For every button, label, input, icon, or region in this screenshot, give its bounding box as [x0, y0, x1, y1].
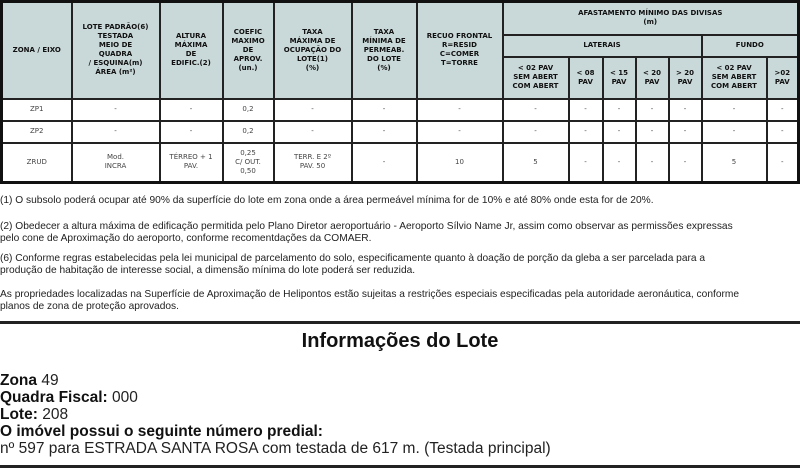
cell-lat-gt20: - [669, 121, 702, 143]
text-line: < 08 [576, 68, 595, 77]
cell-taxa-ocupacao [274, 121, 352, 143]
info-predial-label [0, 423, 323, 440]
text-line: MÁXIMA [174, 41, 208, 50]
header-lat-02 [503, 57, 569, 99]
footnote-helipontos [0, 289, 798, 313]
cell-lat-20: - [636, 121, 669, 143]
text-line: RECUO FRONTAL [426, 32, 493, 41]
header-taxa-ocupacao [274, 2, 352, 99]
cell-coefic [223, 121, 274, 143]
text-line: (2) Obedecer a altura máxima de edificação permitida pelo Plano Diretor aeroportuário - Aeroporto Sílvio Name Jr, assim como observar as permissões expressas [0, 221, 733, 232]
predial-value: nº 597 para ESTRADA SANTA ROSA com testada de 617 m. (Testada principal) [0, 440, 551, 457]
footnote-1 [0, 195, 798, 207]
text-line: Mod. [107, 153, 124, 162]
header-lat-15 [603, 57, 636, 99]
predial-label: O imóvel possui o seguinte número predial: [0, 423, 323, 440]
divider-top [0, 321, 800, 324]
cell-zona: ZP1 [2, 99, 72, 121]
header-fundo-02 [702, 57, 767, 99]
quadra-label: Quadra Fiscal: [0, 389, 108, 406]
text-line: SEM ABERT [711, 73, 757, 81]
cell-altura [160, 121, 223, 143]
cell-fundo-gt02: - [767, 143, 799, 183]
cell-taxa-permeab: - [352, 143, 417, 183]
info-lote [0, 406, 68, 423]
cell-lat-gt20: - [669, 143, 702, 183]
text-line: (m) [643, 18, 658, 27]
cell-lat-08: - [569, 143, 603, 183]
text-line: - [311, 127, 314, 135]
cell-recuo: - [417, 99, 503, 121]
text-line: AFASTAMENTO MÍNIMO DAS DIVISAS [578, 9, 723, 18]
text-line: MAXIMO [231, 36, 265, 45]
text-line: >02 [774, 68, 791, 77]
info-zona [0, 372, 59, 389]
cell-taxa-permeab: - [352, 99, 417, 121]
text-line: SEM ABERT [513, 73, 558, 81]
cell-lote [72, 99, 160, 121]
text-line: MEIO DE [98, 41, 133, 50]
header-lat-08 [569, 57, 603, 99]
text-line: 0,2 [242, 105, 254, 113]
text-line: OCUPAÇÃO DO [283, 45, 342, 54]
text-line: TAXA [302, 27, 323, 36]
header-recuo [417, 2, 503, 99]
text-line: > 20 [675, 68, 695, 77]
text-line: T=TORRE [441, 59, 478, 68]
text-line: COEFIC [233, 27, 263, 36]
text-line: PAV [774, 77, 790, 86]
cell-lat-02: - [503, 99, 569, 121]
text-line: COM ABERT [711, 82, 757, 90]
cell-lat-08: - [569, 99, 603, 121]
text-line: PAV [644, 77, 660, 86]
cell-taxa-permeab: - [352, 121, 417, 143]
text-line: C=COMER [439, 50, 480, 59]
header-lat-20 [636, 57, 669, 99]
text-line: planos de zona de proteção aprovados. [0, 301, 179, 312]
text-line: TESTADA [97, 32, 134, 41]
divider-bottom [0, 465, 800, 468]
text-line: - [114, 127, 117, 135]
cell-fundo-gt02: - [767, 121, 799, 143]
quadra-value: 000 [112, 389, 138, 406]
text-line: APROV. [233, 54, 263, 63]
cell-fundo-02: - [702, 99, 767, 121]
text-line: MÁXIMA DE [289, 36, 336, 45]
table-row-zp1 [2, 99, 799, 121]
cell-fundo-02: 5 [702, 143, 767, 183]
text-line: < 02 PAV [517, 64, 554, 72]
text-line: EDIFIC.(2) [171, 59, 211, 68]
header-fundo-gt02 [767, 57, 799, 99]
cell-taxa-ocupacao [274, 143, 352, 183]
zoning-table [0, 0, 800, 184]
footnote-6 [0, 253, 798, 277]
header-laterais: LATERAIS [503, 35, 702, 57]
text-line: < 02 PAV [716, 64, 752, 72]
text-line: PAV. 50 [299, 162, 326, 171]
cell-recuo: - [417, 121, 503, 143]
cell-lat-02: - [503, 121, 569, 143]
text-line: TAXA [373, 27, 395, 36]
cell-lat-20: - [636, 143, 669, 183]
text-line: (1) O subsolo poderá ocupar até 90% da superfície do lote em zona onde a área permeável mínima for de 10% e até 80% onde esta for de 20%. [0, 195, 654, 206]
text-line: QUADRA [98, 50, 133, 59]
cell-taxa-ocupacao [274, 99, 352, 121]
text-line: PERMEAB. [363, 45, 405, 54]
cell-lat-15: - [603, 143, 636, 183]
cell-zona: ZRUD [2, 143, 72, 183]
zona-value: 49 [41, 372, 59, 389]
text-line: produção de habitação de interesse social, a dimensão mínima do lote poderá ser reduzida. [0, 265, 416, 276]
cell-lat-20: - [636, 99, 669, 121]
header-zona: ZONA / EIXO [2, 2, 72, 99]
header-coefic [223, 2, 274, 99]
cell-recuo: 10 [417, 143, 503, 183]
table-row-zp2 [2, 121, 799, 143]
cell-altura [160, 99, 223, 121]
cell-lat-15: - [603, 121, 636, 143]
text-line: ÁREA (m²) [95, 68, 136, 77]
header-afastamento [503, 2, 799, 35]
text-line: DE [242, 45, 254, 54]
text-line: R=RESID [442, 41, 477, 50]
header-taxa-permeab [352, 2, 417, 99]
zona-label: Zona [0, 372, 38, 389]
text-line: - [189, 105, 193, 113]
text-line: - [311, 105, 314, 113]
text-line: 0,2 [242, 127, 254, 135]
cell-coefic [223, 143, 274, 183]
section-title: Informações do Lote [301, 330, 499, 352]
text-line: ALTURA [176, 32, 206, 41]
header-fundo: FUNDO [702, 35, 799, 57]
text-line: PAV [611, 77, 627, 86]
text-line: LOTE(1) [297, 54, 328, 63]
text-line: DE [185, 50, 197, 59]
header-lat-gt20 [669, 57, 702, 99]
text-line: As propriedades localizadas na Superfície de Aproximação de Helipontos estão sujeitas a restrições especiais especificadas pela autoridade aeronáutica, conforme [0, 289, 740, 300]
cell-fundo-gt02: - [767, 99, 799, 121]
text-line: TERR. E 2º [293, 153, 332, 162]
text-line: / ESQUINA(m) [88, 59, 143, 68]
text-line: pelo cone de Aproximação do aeroporto, conforme recomentdações da COMAER. [0, 233, 372, 244]
text-line: 0,50 [240, 166, 256, 175]
text-line: DO LOTE [367, 54, 401, 63]
text-line: (6) Conforme regras estabelecidas pela lei municipal de parcelamento do solo, especificamente quanto à doação de porção da gleba a ser parcelada para a [0, 253, 706, 264]
cell-coefic [223, 99, 274, 121]
text-line: PAV [677, 77, 693, 86]
cell-lat-08: - [569, 121, 603, 143]
cell-fundo-02: - [702, 121, 767, 143]
lote-value: 208 [42, 406, 69, 423]
cell-altura [160, 143, 223, 183]
text-line: MÍNIMA DE [362, 36, 406, 45]
table-row-zrud [2, 143, 799, 183]
text-line: (%) [305, 63, 320, 72]
info-quadra [0, 389, 138, 406]
text-line: INCRA [104, 162, 127, 171]
header-lote [72, 2, 160, 99]
text-line: (un.) [238, 63, 258, 72]
cell-lat-02: 5 [503, 143, 569, 183]
text-line: LOTE PADRÃO(6) [82, 23, 149, 32]
info-predial-value [0, 440, 551, 457]
text-line: COM ABERT [512, 82, 559, 90]
cell-lat-15: - [603, 99, 636, 121]
text-line: 0,25 [240, 148, 256, 157]
text-line: - [114, 105, 117, 113]
header-altura [160, 2, 223, 99]
text-line: TÉRREO + 1 [169, 153, 213, 162]
text-line: PAV [578, 77, 593, 86]
text-line: PAV. [183, 162, 199, 171]
text-line: C/ OUT. [235, 157, 261, 166]
lote-label: Lote: [0, 406, 38, 423]
text-line: < 15 [609, 68, 629, 77]
text-line: < 20 [642, 68, 662, 77]
cell-lat-gt20: - [669, 99, 702, 121]
text-line: (%) [377, 63, 391, 72]
footnote-2 [0, 221, 798, 245]
cell-zona: ZP2 [2, 121, 72, 143]
cell-lote [72, 121, 160, 143]
cell-lote [72, 143, 160, 183]
text-line: - [189, 127, 193, 135]
